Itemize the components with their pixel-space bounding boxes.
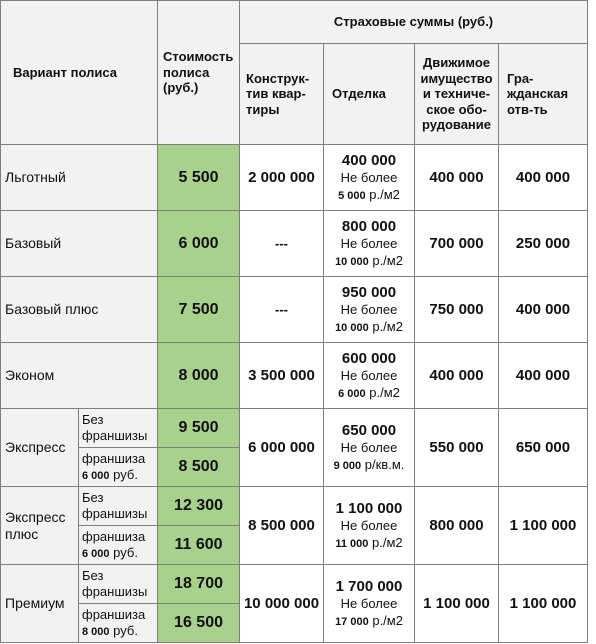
movable-sum: 550 000 — [415, 409, 499, 487]
finish-limit-label: Не более — [340, 368, 398, 384]
policy-price: 5 500 — [158, 145, 240, 211]
finish-limit-label: Не более — [340, 518, 398, 534]
deductible-label: франшиза — [82, 450, 146, 466]
policy-price: 8 000 — [158, 343, 240, 409]
finish-sum: 400 000 — [341, 151, 397, 169]
deductible-value: 8 000 — [82, 625, 110, 638]
civil-sum: 1 100 000 — [499, 565, 588, 643]
finish-cell — [324, 343, 415, 409]
civil-sum: 650 000 — [499, 409, 588, 487]
finish-limit-value: 11 000 — [335, 537, 369, 550]
table-row — [1, 343, 588, 409]
finish-limit-value: 10 000 — [335, 255, 369, 268]
table-row — [1, 565, 588, 604]
finish-sum: 600 000 — [341, 349, 397, 367]
finish-cell — [324, 211, 415, 277]
deductible-unit: руб. — [113, 544, 138, 560]
finish-limit-label: Не более — [340, 236, 398, 252]
finish-cell — [324, 487, 415, 565]
policy-name: Базовый — [1, 211, 158, 277]
civil-sum: 1 100 000 — [499, 487, 588, 565]
option-no-deductible: Без франшизы — [79, 565, 158, 604]
header-movable: Движимое имущество и техниче-ское обо-рудование — [415, 44, 499, 145]
construct-sum: 8 500 000 — [240, 487, 324, 565]
header-row-1 — [1, 1, 588, 44]
option-deductible — [79, 604, 158, 643]
construct-sum: 2 000 000 — [240, 145, 324, 211]
finish-sum: 650 000 — [341, 421, 397, 439]
finish-limit-label: Не более — [340, 596, 398, 612]
header-variant: Вариант полиса — [1, 1, 158, 145]
policy-price: 11 600 — [158, 526, 240, 565]
policy-price: 8 500 — [158, 448, 240, 487]
table-row — [1, 487, 588, 526]
finish-cell — [324, 145, 415, 211]
option-deductible — [79, 526, 158, 565]
civil-sum: 400 000 — [499, 145, 588, 211]
header-finish: Отделка — [324, 44, 415, 145]
policy-name: Экспресс плюс — [1, 487, 79, 565]
finish-limit-unit: р/кв.м. — [364, 456, 405, 472]
table-row — [1, 409, 588, 448]
finish-cell — [324, 409, 415, 487]
header-civil: Гра-жданская отв-ть — [499, 44, 588, 145]
movable-sum: 750 000 — [415, 277, 499, 343]
movable-sum: 400 000 — [415, 145, 499, 211]
finish-limit-value: 6 000 — [338, 387, 366, 400]
finish-sum: 1 100 000 — [335, 499, 403, 517]
finish-limit-value: 9 000 — [333, 459, 362, 472]
deductible-unit: руб. — [113, 466, 138, 482]
policy-name: Премиум — [1, 565, 79, 643]
finish-limit-value: 17 000 — [335, 615, 369, 628]
deductible-value: 6 000 — [82, 469, 110, 482]
finish-limit-unit: р./м2 — [369, 384, 400, 400]
policy-price: 18 700 — [158, 565, 240, 604]
finish-limit-label: Не более — [340, 170, 398, 186]
option-no-deductible: Без франшизы — [79, 487, 158, 526]
finish-limit-label: Не более — [340, 302, 398, 318]
policy-price: 6 000 — [158, 211, 240, 277]
movable-sum: 800 000 — [415, 487, 499, 565]
finish-limit-unit: р./м2 — [369, 186, 400, 202]
deductible-label: франшиза — [82, 606, 146, 622]
deductible-label: франшиза — [82, 528, 146, 544]
deductible-value: 6 000 — [82, 547, 110, 560]
finish-sum: 950 000 — [341, 283, 397, 301]
civil-sum: 250 000 — [499, 211, 588, 277]
finish-limit-unit: р./м2 — [372, 252, 403, 268]
finish-limit-unit: р./м2 — [372, 534, 403, 550]
finish-limit-unit: р./м2 — [372, 318, 403, 334]
construct-sum: 10 000 000 — [240, 565, 324, 643]
policy-price: 7 500 — [158, 277, 240, 343]
table-row — [1, 277, 588, 343]
finish-cell — [324, 277, 415, 343]
finish-limit-value: 5 000 — [338, 189, 366, 202]
deductible-unit: руб. — [113, 622, 138, 638]
construct-sum: 3 500 000 — [240, 343, 324, 409]
option-deductible — [79, 448, 158, 487]
finish-cell — [324, 565, 415, 643]
policy-name: Льготный — [1, 145, 158, 211]
finish-sum: 1 700 000 — [335, 577, 403, 595]
option-no-deductible: Без франшизы — [79, 409, 158, 448]
policy-price: 9 500 — [158, 409, 240, 448]
header-cost: Стоимость полиса (руб.) — [158, 1, 240, 145]
movable-sum: 400 000 — [415, 343, 499, 409]
civil-sum: 400 000 — [499, 277, 588, 343]
movable-sum: 1 100 000 — [415, 565, 499, 643]
finish-limit-unit: р./м2 — [372, 612, 403, 628]
table-row — [1, 145, 588, 211]
policy-price: 16 500 — [158, 604, 240, 643]
construct-sum: --- — [240, 211, 324, 277]
header-construct: Конструк-тив квар-тиры — [240, 44, 324, 145]
civil-sum: 400 000 — [499, 343, 588, 409]
policy-name: Эконом — [1, 343, 158, 409]
finish-limit-value: 10 000 — [335, 321, 369, 334]
finish-limit-label: Не более — [340, 440, 398, 456]
policy-name: Экспресс — [1, 409, 79, 487]
movable-sum: 700 000 — [415, 211, 499, 277]
policy-price: 12 300 — [158, 487, 240, 526]
table-row — [1, 211, 588, 277]
construct-sum: 6 000 000 — [240, 409, 324, 487]
policy-name: Базовый плюс — [1, 277, 158, 343]
header-sums: Страховые суммы (руб.) — [240, 1, 588, 44]
construct-sum: --- — [240, 277, 324, 343]
finish-sum: 800 000 — [341, 217, 397, 235]
